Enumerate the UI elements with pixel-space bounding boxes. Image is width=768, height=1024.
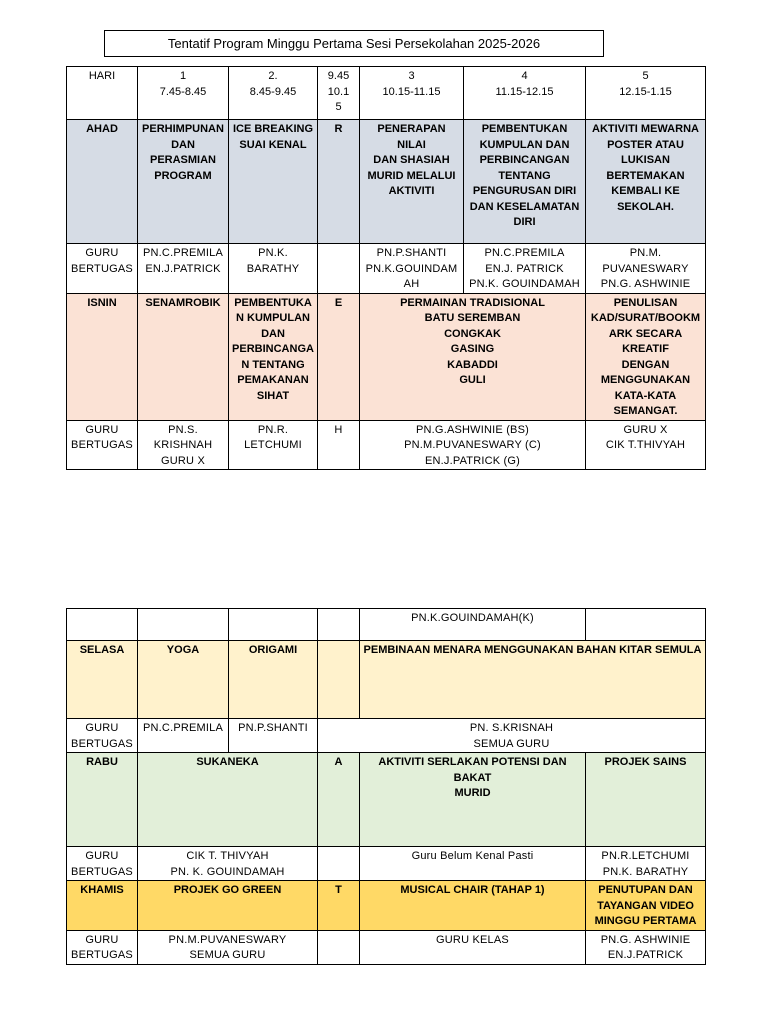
header-hari: HARI — [67, 67, 138, 120]
guru-label: GURU BERTUGAS — [67, 930, 138, 964]
day-label-isnin: ISNIN — [67, 293, 138, 420]
guru-rabu-1-2: CIK T. THIVYAH PN. K. GOUINDAMAH — [138, 847, 318, 881]
guru-isnin-2: PN.R. LETCHUMI — [229, 420, 318, 470]
activity-rabu-1-2: SUKANEKA — [138, 753, 318, 847]
header-period-1: 1 7.45-8.45 — [138, 67, 229, 120]
guru-row-khamis — [67, 930, 706, 964]
guru-rabu-5: PN.R.LETCHUMI PN.K. BARATHY — [586, 847, 706, 881]
empty-cell — [318, 609, 360, 641]
activity-isnin-5: PENULISAN KAD/SURAT/BOOKM ARK SECARA KREATIF DENGAN MENGGUNAKAN KATA-KATA SEMANGAT. — [586, 293, 706, 420]
activity-ahad-4: PEMBENTUKAN KUMPULAN DAN PERBINCANGAN TENTANG PENGURUSAN DIRI DAN KESELAMATAN DIRI — [464, 120, 586, 244]
guru-khamis-5: PN.G. ASHWINIE EN.J.PATRICK — [586, 930, 706, 964]
empty-cell — [229, 609, 318, 641]
schedule-table-top — [66, 66, 706, 470]
rehat-letter: E — [318, 293, 360, 420]
day-label-selasa: SELASA — [67, 641, 138, 719]
activity-isnin-3-4: PERMAINAN TRADISIONAL BATU SEREMBAN CONGKAK GASING KABADDI GULI — [360, 293, 586, 420]
schedule-table-bottom — [66, 608, 706, 965]
guru-label: GURU BERTUGAS — [67, 244, 138, 294]
activity-khamis-3-4: MUSICAL CHAIR (TAHAP 1) — [360, 881, 586, 931]
empty-cell — [138, 609, 229, 641]
activity-ahad-3: PENERAPAN NILAI DAN SHASIAH MURID MELALUI AKTIVITI — [360, 120, 464, 244]
activity-isnin-1: SENAMROBIK — [138, 293, 229, 420]
header-period-2: 2. 8.45-9.45 — [229, 67, 318, 120]
guru-row-ahad — [67, 244, 706, 294]
header-rehat: 9.45 10.1 5 — [318, 67, 360, 120]
activity-khamis-1-2: PROJEK GO GREEN — [138, 881, 318, 931]
activity-selasa-3-5: PEMBINAAN MENARA MENGGUNAKAN BAHAN KITAR SEMULA — [360, 641, 706, 719]
guru-ahad-5: PN.M. PUVANESWARY PN.G. ASHWINIE — [586, 244, 706, 294]
day-row-isnin — [67, 293, 706, 420]
guru-isnin-3-4: PN.G.ASHWINIE (BS) PN.M.PUVANESWARY (C) EN.J.PATRICK (G) — [360, 420, 586, 470]
header-period-3: 3 10.15-11.15 — [360, 67, 464, 120]
day-label-rabu: RABU — [67, 753, 138, 847]
guru-label: GURU BERTUGAS — [67, 420, 138, 470]
day-row-khamis — [67, 881, 706, 931]
guru-selasa-1: PN.C.PREMILA — [138, 719, 229, 753]
day-row-selasa — [67, 641, 706, 719]
activity-selasa-2: ORIGAMI — [229, 641, 318, 719]
day-row-rabu — [67, 753, 706, 847]
guru-khamis-3-4: GURU KELAS — [360, 930, 586, 964]
activity-ahad-2: ICE BREAKING SUAI KENAL — [229, 120, 318, 244]
empty-cell — [67, 609, 138, 641]
activity-rabu-5: PROJEK SAINS — [586, 753, 706, 847]
guru-isnin-5: GURU X CIK T.THIVYAH — [586, 420, 706, 470]
activity-rabu-3-4: AKTIVITI SERLAKAN POTENSI DAN BAKAT MURID — [360, 753, 586, 847]
guru-khamis-1-2: PN.M.PUVANESWARY SEMUA GURU — [138, 930, 318, 964]
page-title: Tentatif Program Minggu Pertama Sesi Persekolahan 2025-2026 — [104, 30, 604, 57]
header-period-4: 4 11.15-12.15 — [464, 67, 586, 120]
guru-row-selasa — [67, 719, 706, 753]
activity-isnin-2: PEMBENTUKA N KUMPULAN DAN PERBINCANGA N TENTANG PEMAKANAN SIHAT — [229, 293, 318, 420]
guru-ahad-1: PN.C.PREMILA EN.J.PATRICK — [138, 244, 229, 294]
rehat-letter — [318, 641, 360, 719]
guru-row-rabu — [67, 847, 706, 881]
guru-rabu-rehat — [318, 847, 360, 881]
continued-row — [67, 609, 706, 641]
guru-rabu-3-4: Guru Belum Kenal Pasti — [360, 847, 586, 881]
activity-ahad-1: PERHIMPUNAN DAN PERASMIAN PROGRAM — [138, 120, 229, 244]
guru-selasa-2: PN.P.SHANTI — [229, 719, 318, 753]
day-label-khamis: KHAMIS — [67, 881, 138, 931]
guru-selasa-rest: PN. S.KRISNAH SEMUA GURU — [318, 719, 706, 753]
guru-label: GURU BERTUGAS — [67, 847, 138, 881]
header-row — [67, 67, 706, 120]
header-period-5: 5 12.15-1.15 — [586, 67, 706, 120]
empty-cell — [586, 609, 706, 641]
rehat-letter: T — [318, 881, 360, 931]
guru-isnin-continued: PN.K.GOUINDAMAH(K) — [360, 609, 586, 641]
guru-row-isnin — [67, 420, 706, 470]
guru-label: GURU BERTUGAS — [67, 719, 138, 753]
rehat-letter: H — [318, 420, 360, 470]
rehat-letter: A — [318, 753, 360, 847]
guru-ahad-3: PN.P.SHANTI PN.K.GOUINDAM AH — [360, 244, 464, 294]
guru-khamis-rehat — [318, 930, 360, 964]
activity-ahad-5: AKTIVITI MEWARNA POSTER ATAU LUKISAN BERTEMAKAN KEMBALI KE SEKOLAH. — [586, 120, 706, 244]
guru-isnin-1: PN.S. KRISHNAH GURU X — [138, 420, 229, 470]
activity-selasa-1: YOGA — [138, 641, 229, 719]
activity-khamis-5: PENUTUPAN DAN TAYANGAN VIDEO MINGGU PERTAMA — [586, 881, 706, 931]
day-label-ahad: AHAD — [67, 120, 138, 244]
guru-ahad-4: PN.C.PREMILA EN.J. PATRICK PN.K. GOUINDAMAH — [464, 244, 586, 294]
rehat-letter: R — [318, 120, 360, 244]
day-row-ahad — [67, 120, 706, 244]
guru-ahad-2: PN.K. BARATHY — [229, 244, 318, 294]
guru-ahad-rehat — [318, 244, 360, 294]
